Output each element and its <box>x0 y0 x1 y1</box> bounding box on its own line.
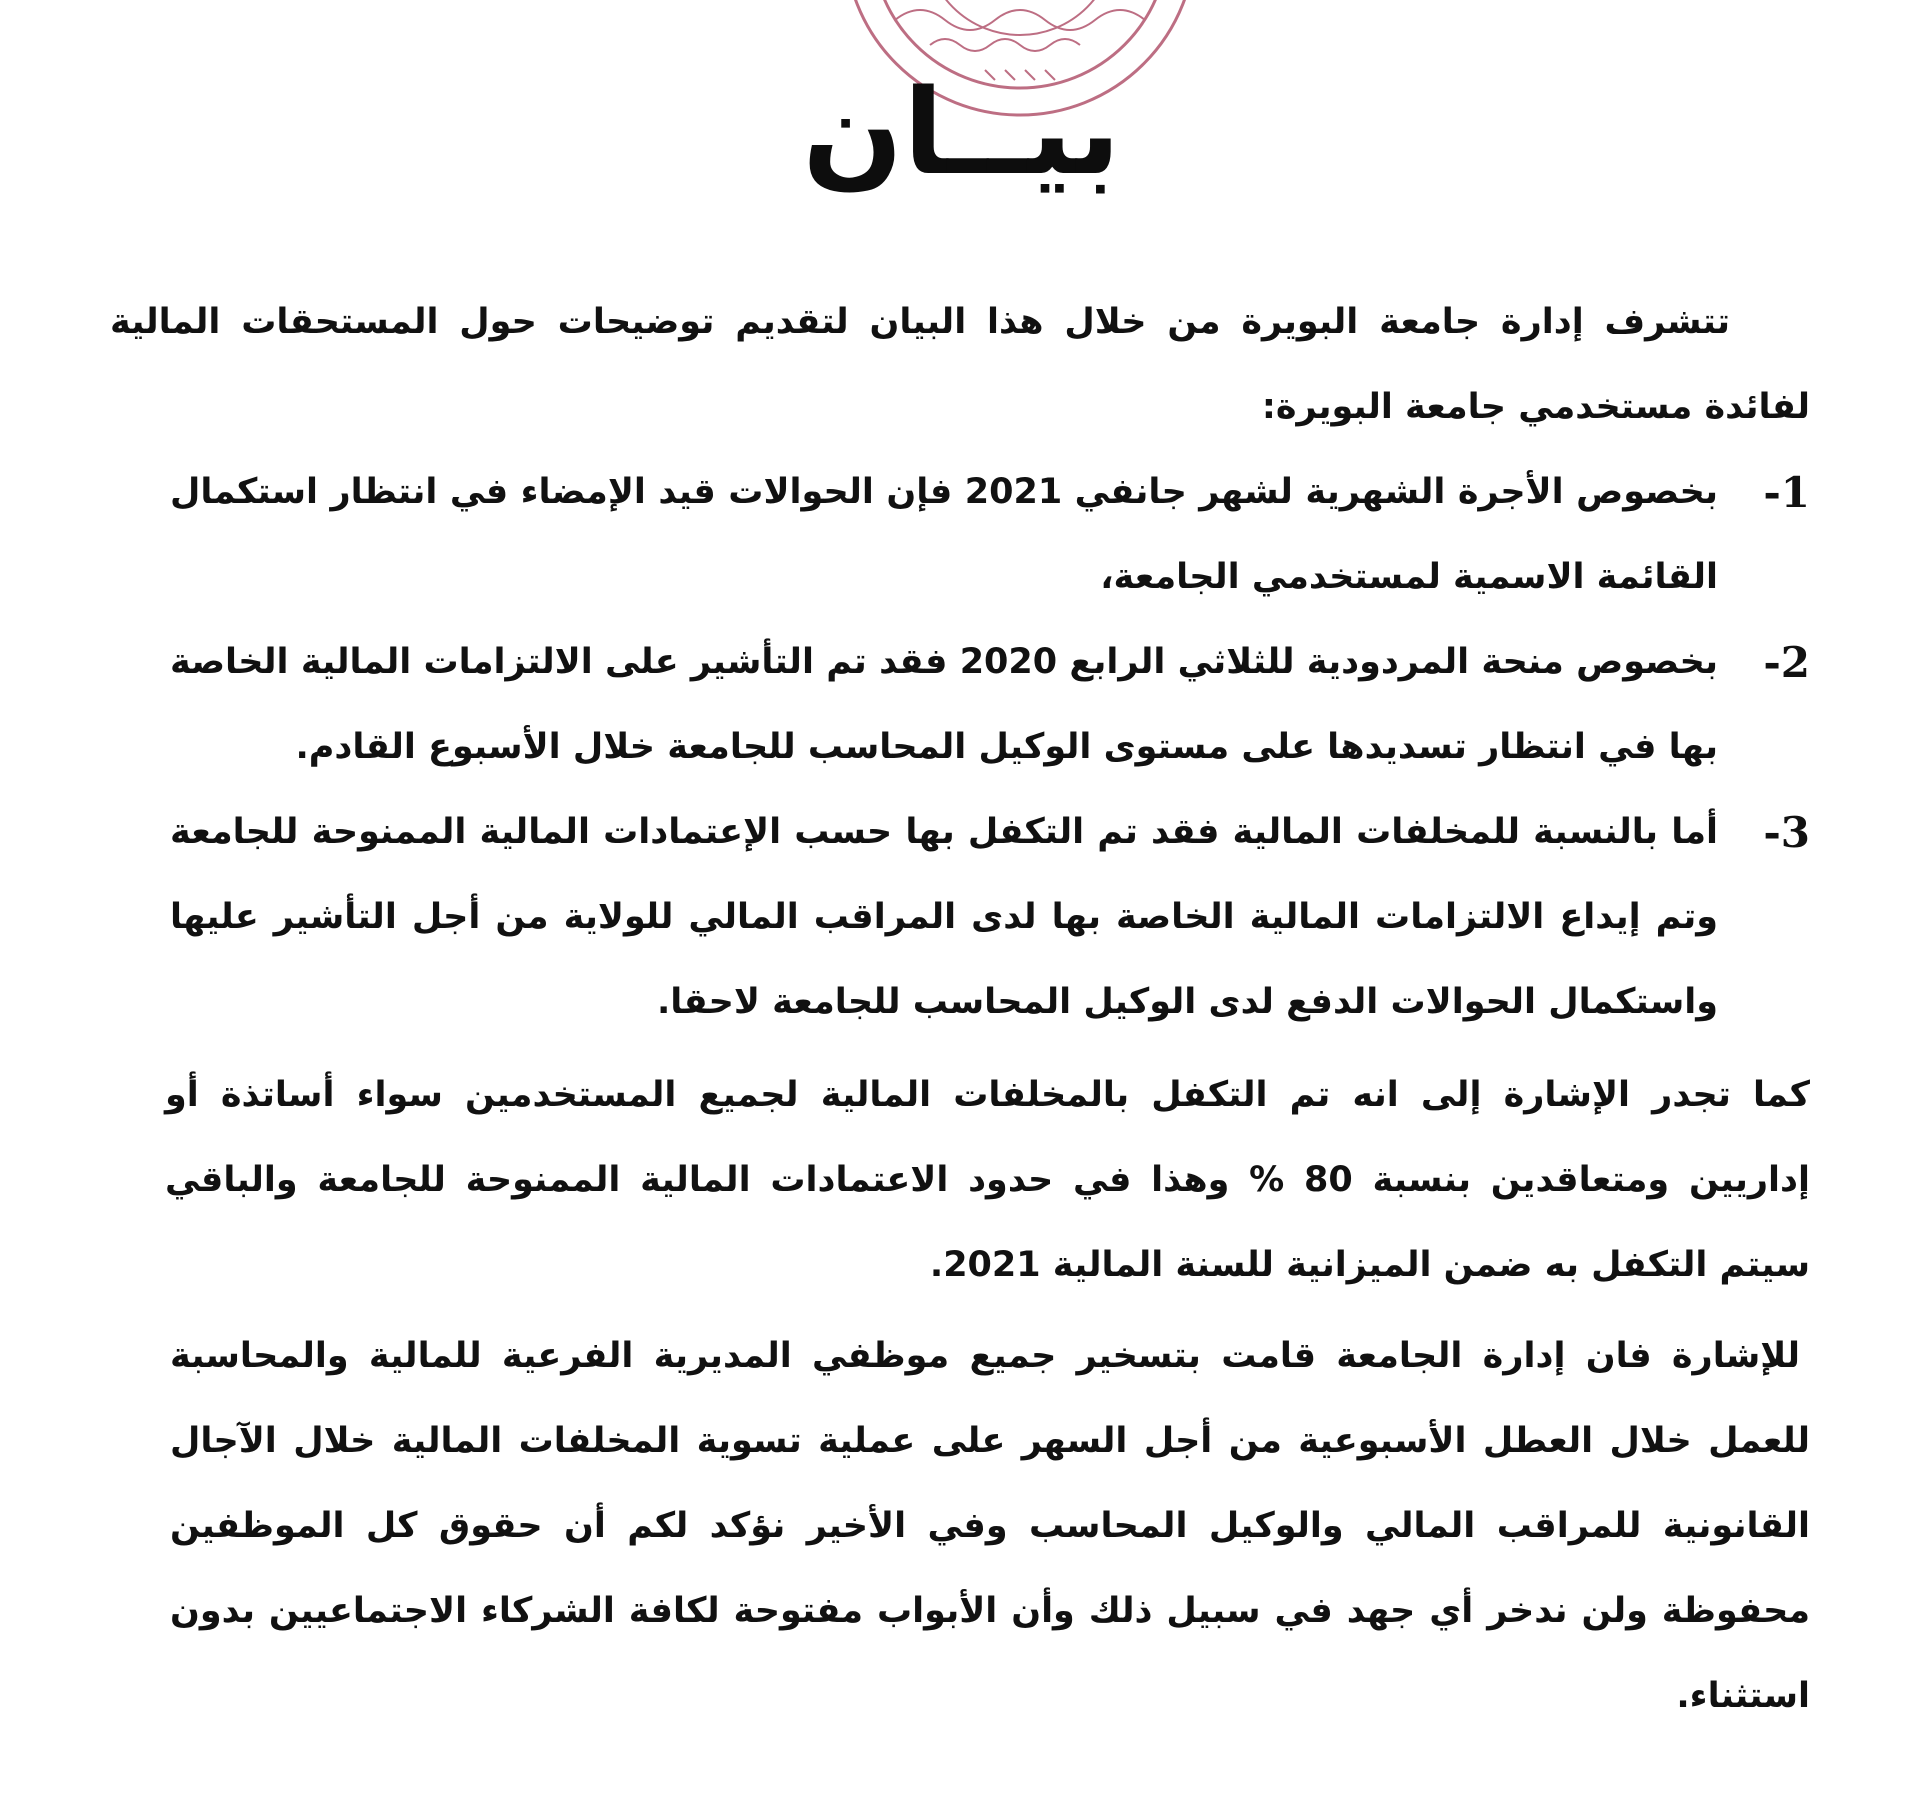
document-body <box>110 280 1810 1739</box>
closing-paragraph: للإشارة فان إدارة الجامعة قامت بتسخير جميع موظفي المديرية الفرعية للمالية والمحاسبة للعمل خلال العطل الأسبوعية من أجل السهر على عملية تسوية المخلفات المالية خلال الآجال القانونية للمراقب المالي والوكيل المحاسب وفي الأخير نؤكد لكم أن حقوق كل الموظفين محفوظة ولن ندخر أي جهد في سبيل ذلك وأن الأبواب مفتوحة لكافة الشركاء الاجتماعيين بدون استثناء. <box>170 1336 1810 1716</box>
list-item-text: أما بالنسبة للمخلفات المالية فقد تم التكفل بها حسب الإعتمادات المالية الممنوحة للجامعة وتم إيداع الالتزامات المالية الخاصة بها لدى المراقب المالي للولاية من أجل التأشير عليها واستكمال الحوالات الدفع لدى الوكيل المحاسب للجامعة لاحقا. <box>170 812 1718 1022</box>
document-title: بيــان <box>802 63 1121 201</box>
list-item-number: 3- <box>1763 808 1810 857</box>
intro-paragraph: تتشرف إدارة جامعة البويرة من خلال هذا البيان لتقديم توضيحات حول المستحقات المالية لفائدة مستخدمي جامعة البويرة: <box>110 302 1810 427</box>
list-item <box>110 620 1810 790</box>
note-paragraph: كما تجدر الإشارة إلى انه تم التكفل بالمخلفات المالية لجميع المستخدمين سواء أساتذة أو إداريين ومتعاقدين بنسبة 80 % وهذا في حدود الاعتمادات المالية الممنوحة للجامعة والباقي سيتم التكفل به ضمن الميزانية للسنة المالية 2021. <box>165 1075 1810 1285</box>
list-item <box>110 790 1810 1045</box>
list-item <box>110 450 1810 620</box>
list-item-text: بخصوص الأجرة الشهرية لشهر جانفي 2021 فإن الحوالات قيد الإمضاء في انتظار استكمال القائمة الاسمية لمستخدمي الجامعة، <box>170 472 1718 597</box>
list-item-text: بخصوص منحة المردودية للثلاثي الرابع 2020 فقد تم التأشير على الالتزامات المالية الخاصة بها في انتظار تسديدها على مستوى الوكيل المحاسب للجامعة خلال الأسبوع القادم. <box>170 642 1718 767</box>
list-item-number: 1- <box>1763 468 1810 517</box>
list-item-number: 2- <box>1763 638 1810 687</box>
